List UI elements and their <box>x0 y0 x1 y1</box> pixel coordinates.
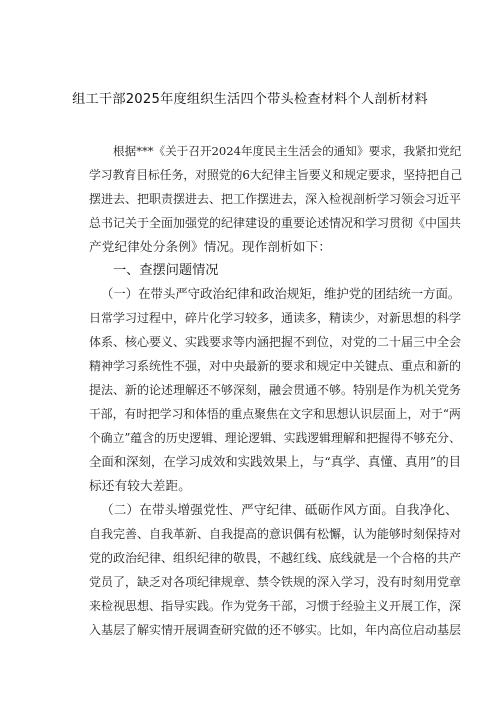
paragraph-line: 全面和深刻，在学习成效和实践效果上，与“真学、真懂、真用”的目 <box>89 454 461 469</box>
paragraph-line: 体系、核心要义、实践要求等内涵把握不到位，对党的二十届三中全会 <box>89 335 462 349</box>
paragraph-line: 党的政治纪律、组织纪律的敬畏，不越红线、底线就是一个合格的共产 <box>89 551 462 565</box>
paragraph-line: （一）在带头严守政治纪律和政治规矩，维护党的团结统一方面。 <box>101 286 461 301</box>
paragraph-line: 标还有较大差距。 <box>89 478 191 493</box>
intro-line: 产党纪律处分条例》情况。现作剖析如下： <box>89 239 332 254</box>
paragraph-line: 干部，有时把学习和体悟的重点聚焦在文字和思想认识层面上，对于“两 <box>89 407 461 421</box>
paragraph-line: 来检视思想、指导实践。作为党务干部，习惯于经验主义开展工作，深 <box>89 599 462 613</box>
intro-line: 总书记关于全面加强党的纪律建设的重要论述情况和学习贯彻《中国共 <box>89 216 462 230</box>
paragraph-line: 提法、新的论述理解还不够深刻，融会贯通不够。特别是作为机关党务 <box>89 383 462 397</box>
paragraph-line: 个确立”蕴含的历史逻辑、理论逻辑、实践逻辑理解和把握得不够充分、 <box>89 431 461 445</box>
paragraph-line: 党员了，缺乏对各项纪律规章、禁令铁规的深入学习，没有时刻用党章 <box>89 575 462 589</box>
paragraph-line: 日常学习过程中，碎片化学习较多，通读多，精读少，对新思想的科学 <box>89 311 462 325</box>
intro-line: 摆进去、把职责摆进去、把工作摆进去，深入检视剖析学习领会习近平 <box>89 192 462 206</box>
section-heading: 一、查摆问题情况 <box>113 263 219 278</box>
paragraph-line: 自我完善、自我革新、自我提高的意识偶有松懈，认为能够时刻保持对 <box>89 527 462 541</box>
paragraph-line: （二）在带头增强党性、严守纪律、砥砺作风方面。自我净化、 <box>101 502 458 517</box>
paragraph-line: 入基层了解实情开展调查研究做的还不够实。比如，年内高位启动基层 <box>89 623 462 637</box>
paragraph-line: 精神学习系统性不强，对中央最新的要求和规定中关键点、重点和新的 <box>89 359 462 373</box>
intro-line: 根据***《关于召开2024年度民主生活会的通知》要求，我紧扣党纪 <box>113 144 462 158</box>
intro-line: 学习教育目标任务，对照党的6大纪律主旨要义和规定要求，坚持把自己 <box>89 168 463 182</box>
document-title: 组工干部2025年度组织生活四个带头检查材料个人剖析材料 <box>72 92 428 107</box>
